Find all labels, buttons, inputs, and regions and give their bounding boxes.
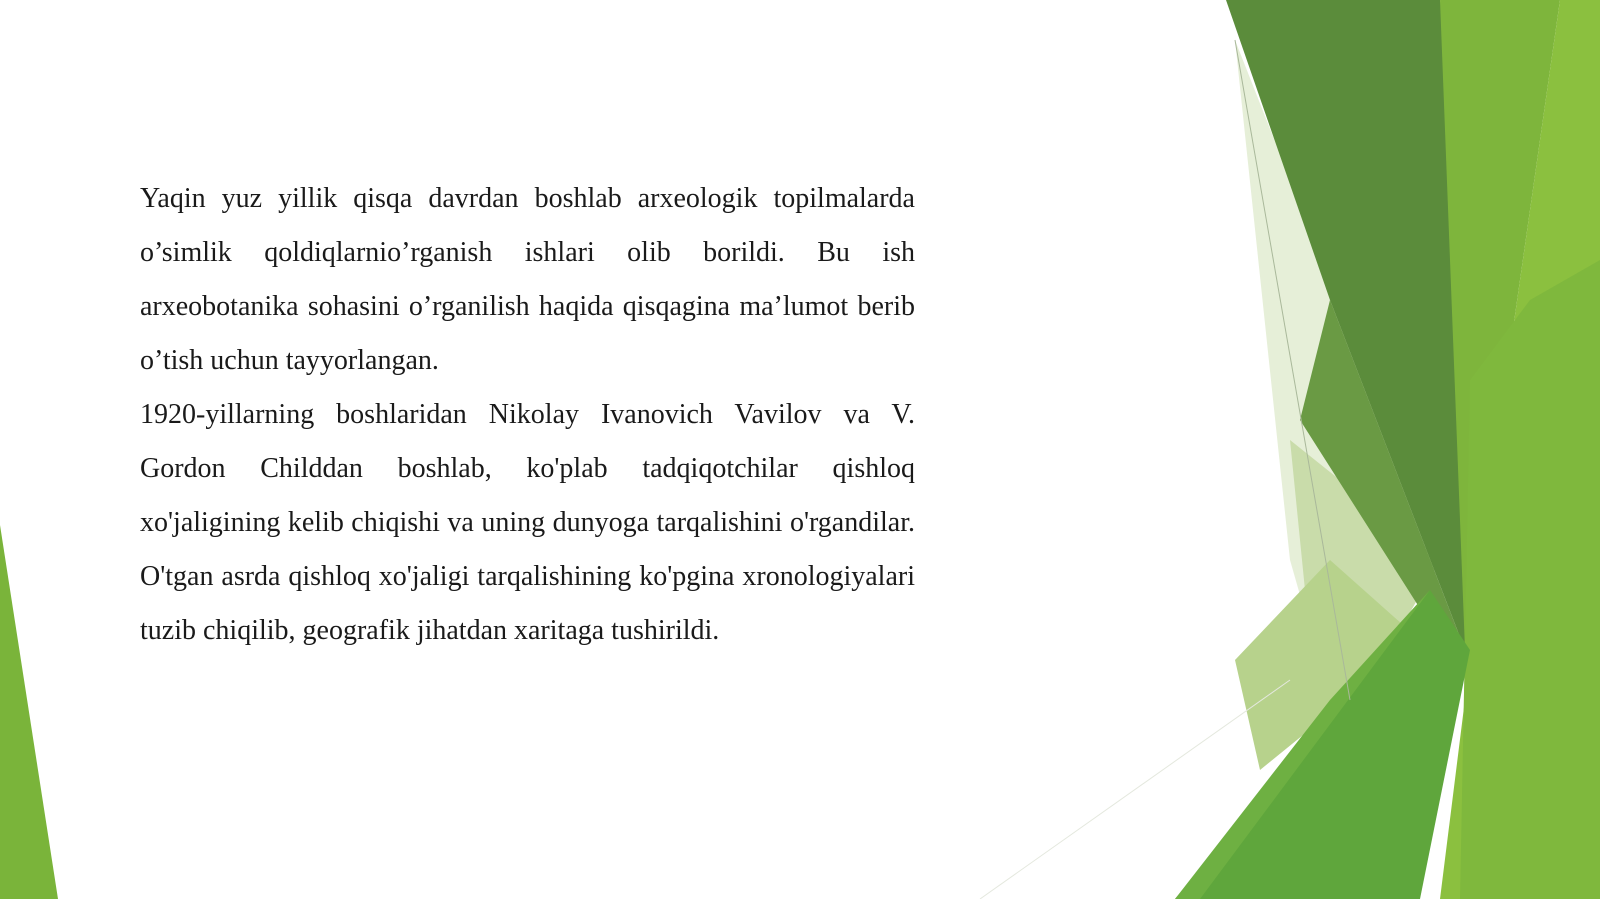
- body-text: [140, 172, 915, 658]
- paragraph-2: 1920-yillarning boshlaridan Nikolay Ivanovich Vavilov va V. Gordon Childdan boshlab, ko'plab tadqiqotchilar qishloq xo'jaligining kelib chiqishi va uning dunyoga tarqalishini o'rgandilar. O'tgan asrda qishloq xo'jaligi tarqalishining ko'pgina xronologiyalari tuzib chiqilib, geografik jihatdan xaritaga tushirildi.: [140, 399, 915, 646]
- paragraph-1: Yaqin yuz yillik qisqa davrdan boshlab arxeologik topilmalarda o’simlik qoldiqlarnio’rganish ishlari olib borildi. Bu ish arxeobotanika sohasini o’rganilish haqida qisqagina ma’lumot berib o’tish uchun tayyorlangan.: [140, 183, 915, 376]
- left-green-shape: [0, 525, 58, 899]
